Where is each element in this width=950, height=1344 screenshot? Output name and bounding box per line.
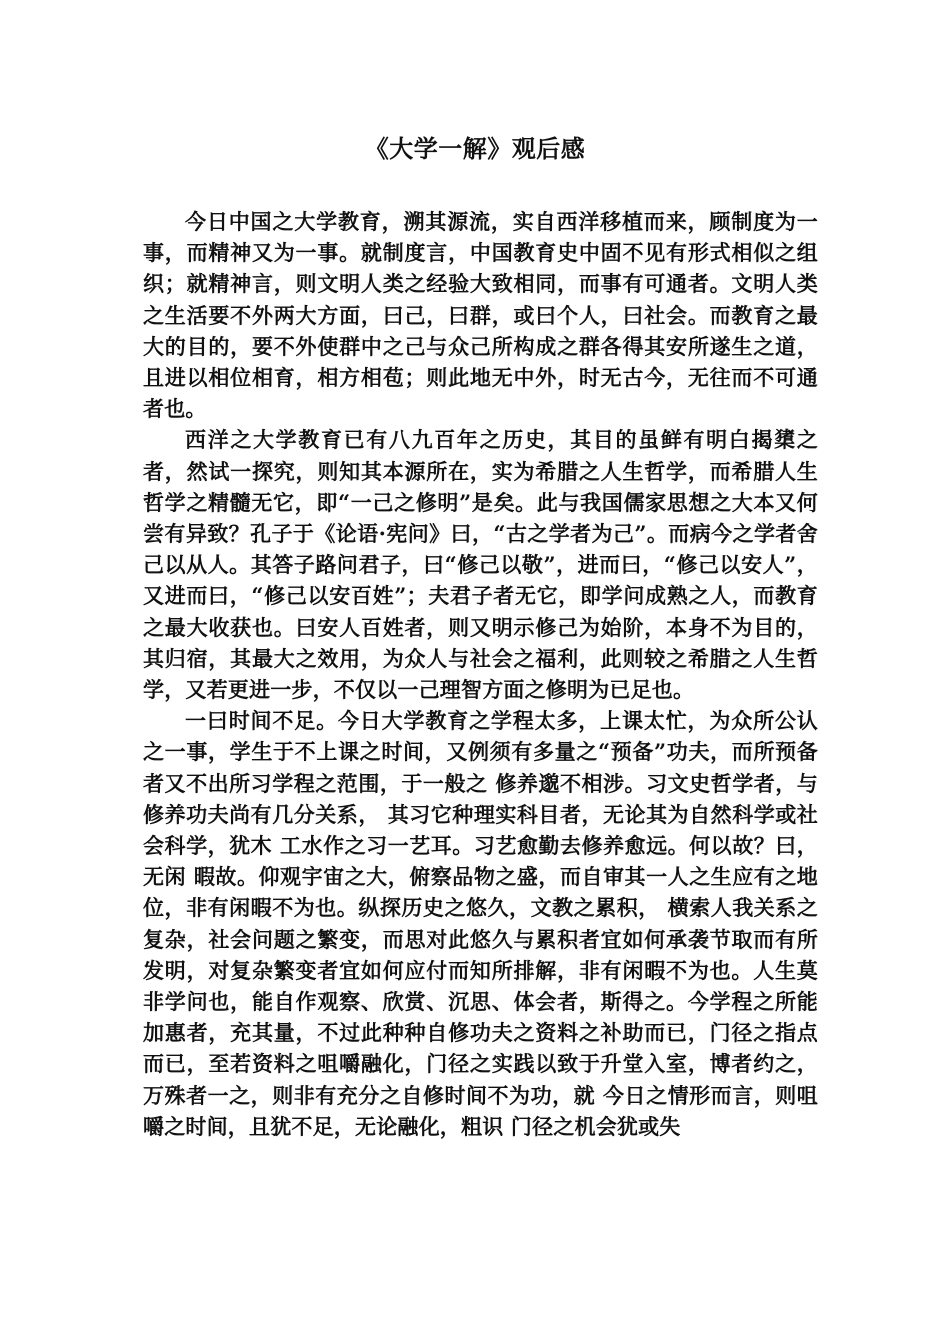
paragraph: 今日中国之大学教育，溯其源流，实自西洋移植而来，顾制度为一事，而精神又为一事。就制度言，中国教育史中固不见有形式相似之组织；就精神言，则文明人类之经验大致相同，而事有可通者。文明人类之生活要不外两大方面，曰己，曰群，或曰个人，曰社会。而教育之最大的目的，要不外使群中之己与众己所构成之群各得其安所遂生之道，且进以相位相育，相方相苞；则此地无中外，时无古今，无往而不可通者也。 bbox=[143, 209, 818, 422]
paragraph: 西洋之大学教育已有八九百年之历史，其目的虽鲜有明白揭橥之者，然试一探究，则知其本源所在，实为希腊之人生哲学，而希腊人生哲学之精髓无它，即“一己之修明”是矣。此与我国儒家思想之大本又何尝有异致？孔子于《论语·宪问》曰，“古之学者为己”。而病今之学者舍己以从人。其答子路问君子，曰“修己以敬”，进而曰，“修己以安人”，又进而曰，“修己以安百姓”；夫君子者无它，即学问成熟之人，而教育之最大收获也。曰安人百姓者，则又明示修己为始阶，本身不为目的，其归宿，其最大之效用，为众人与社会之福利，此则较之希腊之人生哲学，又若更进一步，不仅以一己理智方面之修明为已足也。 bbox=[143, 427, 818, 703]
paragraph: 一曰时间不足。今日大学教育之学程太多，上课太忙，为众所公认之一事，学生于不上课之时间，又例须有多量之“预备”功夫，而所预备者又不出所习学程之范围，于一般之 修养邈不相涉。习文史哲学者，与修养功夫尚有几分关系， 其习它种理实科目者，无论其为自然科学或社会科学，犹木 工水作之习一艺耳。习艺愈勤去修养愈远。何以故？曰，无闲 暇故。仰观宇宙之大，俯察品物之盛，而自审其一人之生应有之地位，非有闲暇不为也。纵探历史之悠久，文教之累积， 横索人我关系之复杂，社会问题之繁变，而思对此悠久与累积者宜如何承袭节取而有所发明，对复杂繁变者宜如何应付而知所排解，非有闲暇不为也。人生莫非学问也，能自作观察、欣赏、沉思、体会者，斯得之。今学程之所能加惠者，充其量，不过此种种自修功夫之资料之补助而已，门径之指点而已，至若资料之咀嚼融化，门径之实践以致于升堂入室，博者约之，万殊者一之，则非有充分之自修时间不为功，就 今日之情形而言，则咀嚼之时间，且犹不足，无论融化，粗识 门径之机会犹或失 bbox=[143, 708, 818, 1139]
document-title: 《大学一解》观后感 bbox=[364, 134, 586, 163]
document-body bbox=[143, 206, 818, 1142]
